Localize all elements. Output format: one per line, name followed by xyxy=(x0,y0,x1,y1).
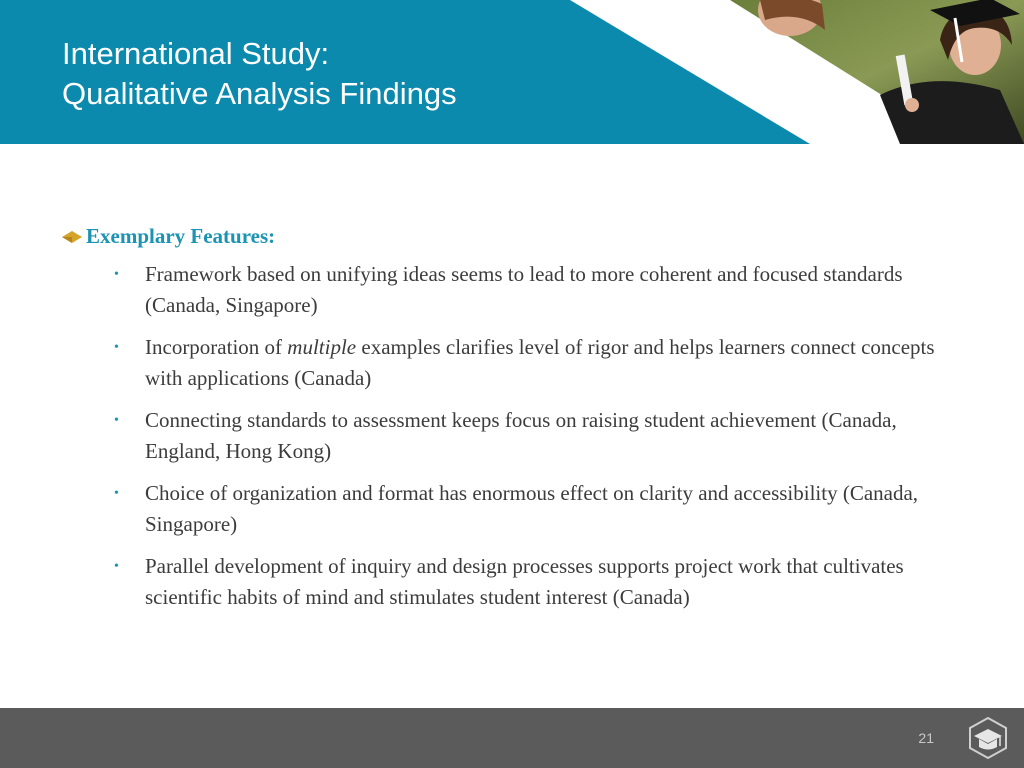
bullet-dot-icon: • xyxy=(114,486,119,501)
list-item xyxy=(114,405,950,467)
slide-title xyxy=(62,34,457,114)
header-band xyxy=(0,0,1024,144)
list-item-emphasis: multiple xyxy=(287,335,357,359)
list-item-text-post: examples clarifies level of rigor and helps learners connect concepts with applications (Canada) xyxy=(145,335,935,390)
bullet-dot-icon: • xyxy=(114,559,119,574)
graduates-photo xyxy=(730,0,1024,144)
bullet-dot-icon: • xyxy=(114,267,119,282)
page-number: 21 xyxy=(918,730,934,746)
slide-title-line2: Qualitative Analysis Findings xyxy=(62,76,457,111)
slide-title-line1: International Study: xyxy=(62,36,330,71)
list-item-text: Framework based on unifying ideas seems to lead to more coherent and focused standards (Canada, Singapore) xyxy=(145,262,903,317)
section-heading-text: Exemplary Features: xyxy=(86,224,276,248)
bullet-dot-icon: • xyxy=(114,413,119,428)
list-item xyxy=(114,551,950,613)
feature-list xyxy=(60,259,950,613)
list-item xyxy=(114,259,950,321)
list-item xyxy=(114,478,950,540)
list-item-text: Connecting standards to assessment keeps focus on raising student achievement (Canada, England, Hong Kong) xyxy=(145,408,897,463)
slide-content xyxy=(60,224,950,624)
list-item-text: Parallel development of inquiry and design processes supports project work that cultivates scientific habits of mind and stimulates student interest (Canada) xyxy=(145,554,904,609)
diamond-bullet-icon xyxy=(60,230,84,244)
footer-bar xyxy=(0,708,1024,768)
bullet-dot-icon: • xyxy=(114,340,119,355)
list-item-text-pre: Incorporation of xyxy=(145,335,288,359)
list-item-text: Choice of organization and format has enormous effect on clarity and accessibility (Canada, Singapore) xyxy=(145,481,919,536)
section-heading xyxy=(60,224,950,249)
list-item xyxy=(114,332,950,394)
graduation-cap-logo-icon xyxy=(966,716,1010,760)
